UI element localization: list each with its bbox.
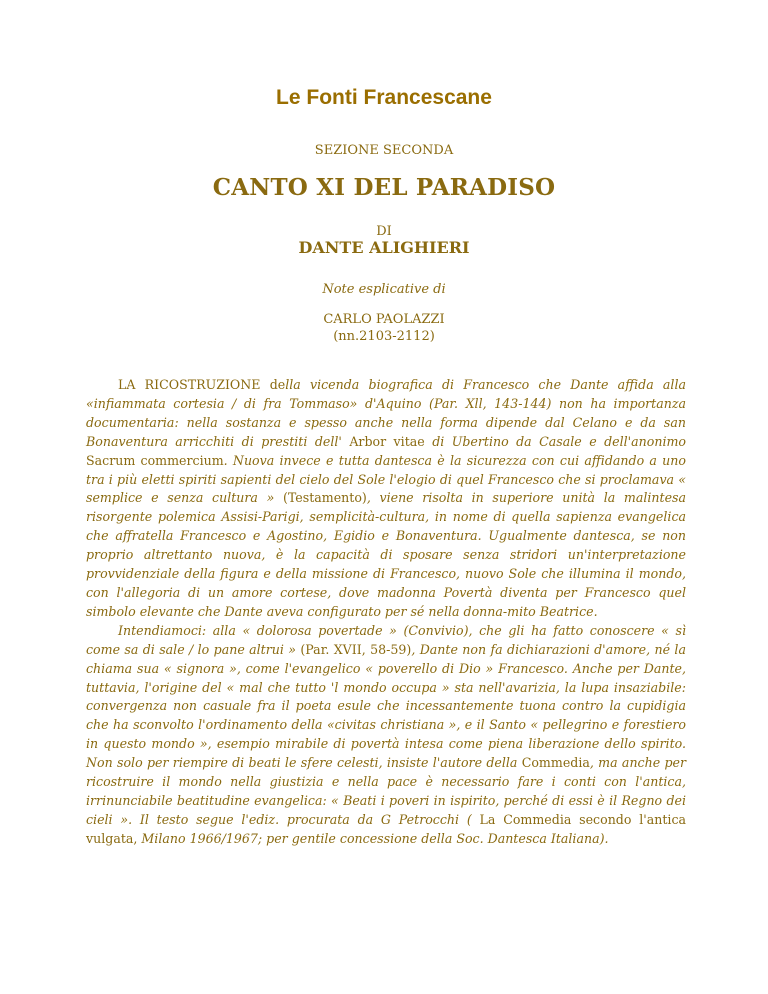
text-run: Milano 1966/1967; per gentile concessione della Soc. Dantesca Italiana). — [137, 830, 609, 846]
text-run: lla vicenda biografica di Francesco che Dante affida alla «infiammata cortesia / di fra Tommaso» d'Aquino (Par. Xll, 143-144) non ha importanza documentaria: nella sostanza e spesso anche nella forma dipende dal Celano e da san Bonaventura arricchiti di prestiti dell' — [86, 377, 686, 449]
paragraph-2 — [86, 622, 686, 849]
section-label: SEZIONE SECONDA — [314, 143, 454, 158]
page-title: CANTO XI DEL PARADISO — [212, 174, 556, 201]
site-title: Le Fonti Francescane — [276, 86, 492, 109]
text-run: Commedia — [521, 755, 590, 771]
text-run: (Testamento) — [282, 490, 367, 506]
notes-label: Note esplicative di — [322, 282, 446, 297]
section-numbers: (nn.2103-2112) — [333, 329, 435, 344]
by-label: DI — [376, 224, 392, 239]
text-run: Sacrum commercium — [86, 452, 224, 468]
author-name: DANTE ALIGHIERI — [298, 238, 470, 257]
text-run: Arbor vitae — [349, 433, 425, 449]
body-text — [86, 376, 686, 849]
text-run: (Par. XVII, 58-59) — [300, 641, 412, 657]
text-run: , viene risolta in superiore unità la malintesa risorgente polemica Assisi-Parigi, semplicità-cultura, in nome di quella sapienza evangelica che affratella Francesco e Agostino, Egidio e Bonaventura. Ugualmente dantesca, se non proprio altrettanto nuova, è la capacità di sposare senza stridori un'interpretazione provvidenziale della figura e della missione di Francesco, nuovo Sole che illumina il mondo, con l'allegoria di un amore cortese, dove madonna Povertà diventa per Francesco quel simbolo elevante che Dante aveva configurato per sé nella donna-mito Beatrice. — [86, 490, 686, 619]
curator-name: CARLO PAOLAZZI — [323, 312, 445, 327]
paragraph-1 — [86, 376, 686, 622]
text-run: di Ubertino da Casale e dell'anonimo — [424, 433, 686, 449]
text-run: . Nuova invece e tutta dantesca è la sicurezza con cui affidando a uno tra i più eletti spiriti sapienti del cielo del Sole l'elogio di quel Francesco che si proclamava « semplice e senza cultura » — [86, 452, 686, 506]
text-run: , Dante non fa dichiarazioni d'amore, né la chiama sua « signora », come l'evangelico « poverello di Dio » Francesco. Anche per Dante, tuttavia, l'origine del « mal che tutto 'l mondo occupa » sta nell'avarizia, la lupa insaziabile: convergenza non casuale fra il poeta esule che incessantemente tuona contro la cupidigia che ha sconvolto l'ordinamento della «civitas christiana », e il Santo « pellegrino e forestiero in questo mondo », esempio mirabile di povertà intesa come piena liberazione dello spirito. Non solo per riempire di beati le sfere celesti, insiste l'autore della — [86, 641, 686, 771]
text-run: Intendiamoci: alla « dolorosa povertade » (Convivio), che gli ha fatto conoscere « sì come sa di sale / lo pane altrui » — [86, 622, 686, 657]
text-run: , ma anche per ricostruire il mondo nella giustizia e nella pace è necessario fare i conti con l'antica, irrinunciabile beatitudine evangelica: « Beati i poveri in ispirito, perché di essi è il Regno dei cieli ». Il testo segue l'ediz. procurata da G Petrocchi ( — [86, 755, 687, 827]
text-run: La Commedia secondo l'antica vulgata, — [86, 811, 686, 846]
text-run: de — [269, 377, 286, 392]
text-run: LA RICOSTRUZIONE — [118, 377, 270, 392]
